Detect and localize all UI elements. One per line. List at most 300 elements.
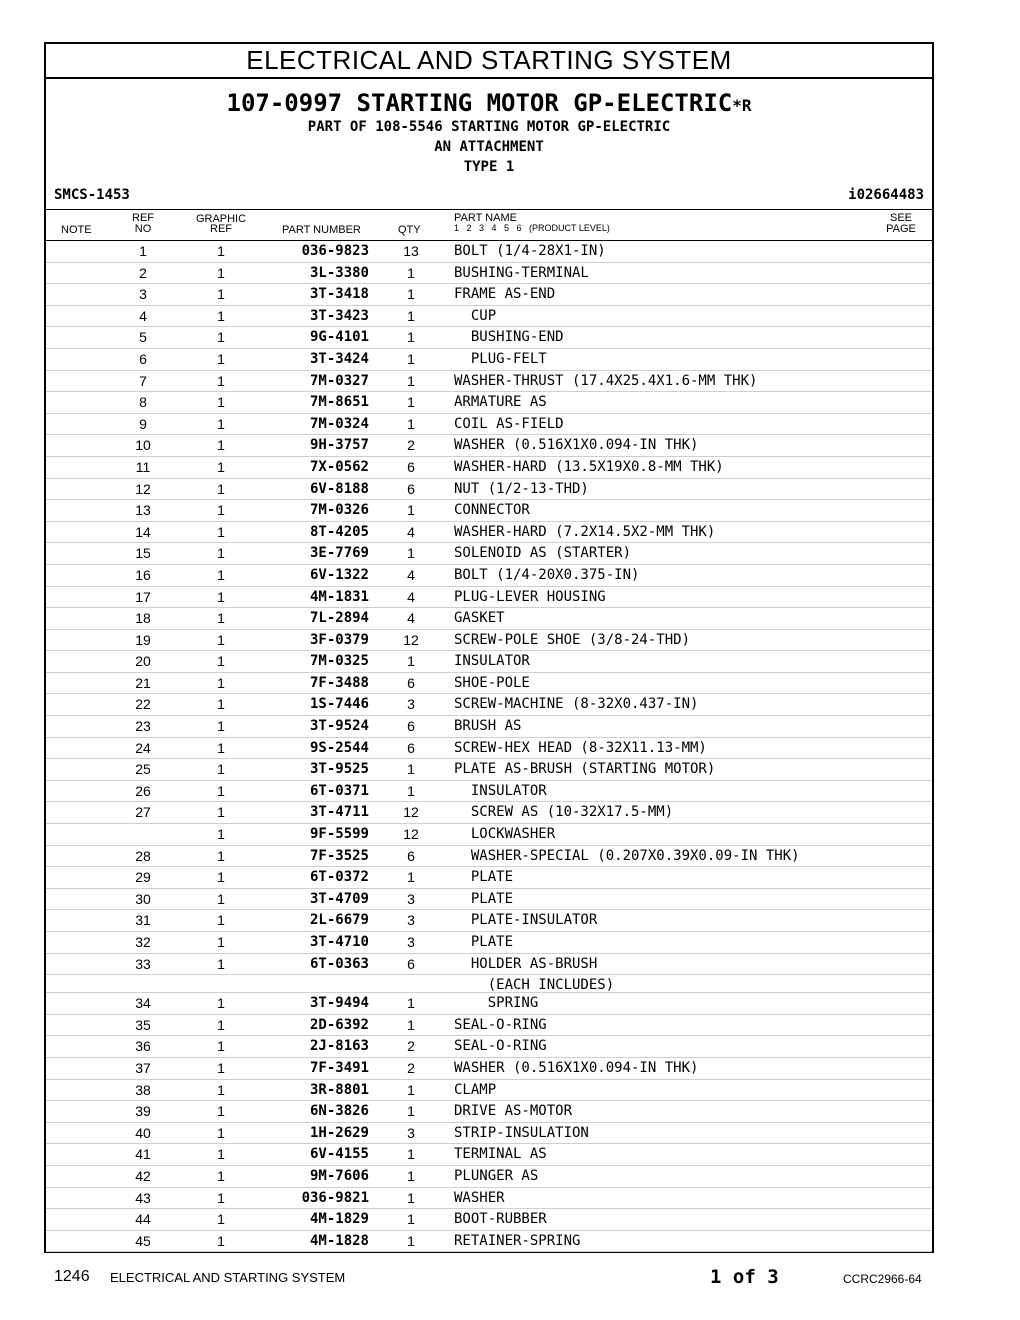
section-title: ELECTRICAL AND STARTING SYSTEM bbox=[46, 44, 932, 79]
quantity: 1 bbox=[407, 782, 415, 799]
graphic-ref: 1 bbox=[217, 1146, 225, 1163]
ref-no: 35 bbox=[135, 1016, 151, 1033]
table-row bbox=[46, 284, 932, 306]
part-name: RETAINER-SPRING bbox=[454, 1232, 581, 1249]
part-name: PLATE-INSULATOR bbox=[454, 912, 598, 929]
graphic-ref: 1 bbox=[217, 1103, 225, 1120]
part-name: SEAL-O-RING bbox=[454, 1038, 547, 1055]
ref-no: 8 bbox=[139, 394, 147, 411]
graphic-ref: 1 bbox=[217, 631, 225, 648]
col-part-number: PART NUMBER bbox=[282, 224, 361, 236]
attachment-line: AN ATTACHMENT bbox=[434, 139, 544, 155]
graphic-ref: 1 bbox=[217, 739, 225, 756]
ref-no: 21 bbox=[135, 674, 151, 691]
part-name: PLATE bbox=[454, 890, 514, 907]
part-name: BOLT (1/4-20X0.375-IN) bbox=[454, 566, 640, 583]
ref-no: 12 bbox=[135, 480, 151, 497]
graphic-ref: 1 bbox=[217, 458, 225, 475]
graphic-ref: 1 bbox=[217, 372, 225, 389]
quantity: 1 bbox=[407, 307, 415, 324]
part-number: 9H-3757 bbox=[309, 437, 369, 454]
part-name: SCREW-HEX HEAD (8-32X11.13-MM) bbox=[454, 739, 707, 756]
part-number: 3T-9494 bbox=[309, 995, 369, 1012]
part-number: 7M-0325 bbox=[309, 653, 369, 670]
graphic-ref: 1 bbox=[217, 826, 225, 843]
ref-no: 2 bbox=[139, 264, 147, 281]
ref-no: 27 bbox=[135, 804, 151, 821]
quantity: 4 bbox=[407, 610, 415, 627]
part-number: 3T-3418 bbox=[309, 286, 369, 303]
graphic-ref: 1 bbox=[217, 653, 225, 670]
ref-no: 40 bbox=[135, 1124, 151, 1141]
table-row bbox=[46, 608, 932, 630]
table-row bbox=[46, 1188, 932, 1210]
part-name: LOCKWASHER bbox=[454, 826, 556, 843]
graphic-ref: 1 bbox=[217, 869, 225, 886]
table-row bbox=[46, 1036, 932, 1058]
part-number: 7M-0324 bbox=[309, 415, 369, 432]
table-row bbox=[46, 802, 932, 824]
part-number: 9G-4101 bbox=[309, 329, 369, 346]
smcs-code: SMCS-1453 bbox=[54, 187, 130, 203]
parts-page-frame bbox=[44, 42, 934, 1253]
table-row bbox=[46, 993, 932, 1015]
graphic-ref: 1 bbox=[217, 934, 225, 950]
table-row bbox=[46, 371, 932, 393]
part-number: 6T-0371 bbox=[309, 782, 369, 799]
table-row bbox=[46, 738, 932, 760]
part-number: 9F-5599 bbox=[309, 826, 369, 843]
table-row bbox=[46, 824, 932, 846]
quantity: 1 bbox=[407, 329, 415, 346]
graphic-ref: 1 bbox=[217, 995, 225, 1012]
part-name: WASHER bbox=[454, 1189, 505, 1206]
part-number: 3T-4711 bbox=[309, 804, 369, 821]
quantity: 12 bbox=[403, 631, 419, 648]
quantity: 1 bbox=[407, 1211, 415, 1228]
ref-no: 15 bbox=[135, 545, 151, 562]
table-row bbox=[46, 241, 932, 263]
ref-no: 31 bbox=[135, 912, 151, 929]
quantity: 2 bbox=[407, 1038, 415, 1055]
graphic-ref: 1 bbox=[217, 566, 225, 583]
col-ref-line2: NO bbox=[134, 223, 152, 235]
table-row bbox=[46, 263, 932, 285]
part-name: SCREW-MACHINE (8-32X0.437-IN) bbox=[454, 696, 699, 713]
parent-group-line: PART OF 108-5546 STARTING MOTOR GP-ELECTRIC bbox=[307, 119, 671, 135]
type-line: TYPE 1 bbox=[463, 159, 515, 175]
part-name: PLATE bbox=[454, 869, 514, 886]
part-number: 036-9823 bbox=[301, 243, 369, 259]
part-name: WASHER-THRUST (17.4X25.4X1.6-MM THK) bbox=[454, 372, 758, 389]
part-number: 3R-8801 bbox=[309, 1081, 369, 1098]
graphic-ref: 1 bbox=[217, 1124, 225, 1141]
table-row bbox=[46, 867, 932, 889]
part-number: 7F-3491 bbox=[309, 1059, 369, 1076]
table-row bbox=[46, 1123, 932, 1145]
graphic-ref: 1 bbox=[217, 286, 225, 303]
part-name: DRIVE AS-MOTOR bbox=[454, 1103, 573, 1120]
ref-no: 45 bbox=[135, 1232, 151, 1249]
ref-no: 25 bbox=[135, 761, 151, 778]
ref-no: 9 bbox=[139, 415, 147, 432]
ref-no: 30 bbox=[135, 890, 151, 907]
graphic-ref: 1 bbox=[217, 782, 225, 799]
quantity: 6 bbox=[407, 739, 415, 756]
graphic-ref: 1 bbox=[217, 1189, 225, 1206]
ref-no: 10 bbox=[135, 437, 151, 454]
graphic-ref: 1 bbox=[217, 847, 225, 864]
graphic-ref: 1 bbox=[217, 480, 225, 497]
quantity: 6 bbox=[407, 847, 415, 864]
quantity: 1 bbox=[407, 761, 415, 778]
part-name: STRIP-INSULATION bbox=[454, 1124, 589, 1141]
group-header bbox=[46, 79, 932, 209]
part-name: INSULATOR bbox=[454, 653, 530, 670]
quantity: 2 bbox=[407, 437, 415, 454]
part-number: 7M-8651 bbox=[309, 394, 369, 411]
part-number: 7X-0562 bbox=[309, 458, 369, 475]
ref-no: 18 bbox=[135, 610, 151, 627]
part-number: 7F-3525 bbox=[309, 847, 369, 864]
ref-no: 26 bbox=[135, 782, 151, 799]
part-name: BOOT-RUBBER bbox=[454, 1211, 547, 1228]
quantity: 3 bbox=[407, 890, 415, 907]
part-name: WASHER (0.516X1X0.094-IN THK) bbox=[454, 437, 699, 454]
col-graphic-line2: REF bbox=[210, 223, 232, 235]
column-headers bbox=[46, 209, 932, 241]
table-row bbox=[46, 522, 932, 544]
quantity: 3 bbox=[407, 696, 415, 713]
quantity: 12 bbox=[403, 804, 419, 821]
quantity: 6 bbox=[407, 674, 415, 691]
parts-table bbox=[46, 241, 932, 1252]
part-name: GASKET bbox=[454, 610, 505, 627]
part-number: 7L-2894 bbox=[309, 610, 369, 627]
part-name: SHOE-POLE bbox=[454, 674, 530, 691]
table-row bbox=[46, 1015, 932, 1037]
part-name: FRAME AS-END bbox=[454, 286, 556, 303]
part-name: ARMATURE AS bbox=[454, 394, 547, 411]
part-name: CUP bbox=[454, 307, 497, 324]
graphic-ref: 1 bbox=[217, 394, 225, 411]
graphic-ref: 1 bbox=[217, 329, 225, 346]
part-number: 7M-0326 bbox=[309, 502, 369, 519]
ref-no: 16 bbox=[135, 566, 151, 583]
quantity: 13 bbox=[403, 243, 419, 259]
table-row bbox=[46, 543, 932, 565]
table-row bbox=[46, 1209, 932, 1231]
part-number: 4M-1829 bbox=[309, 1211, 369, 1228]
ref-no: 14 bbox=[135, 523, 151, 540]
part-number: 3T-3423 bbox=[309, 307, 369, 324]
footer-code: CCRC2966-64 bbox=[843, 1272, 922, 1286]
graphic-ref: 1 bbox=[217, 588, 225, 605]
part-name: WASHER-HARD (7.2X14.5X2-MM THK) bbox=[454, 523, 716, 540]
table-row bbox=[46, 694, 932, 716]
ref-no: 19 bbox=[135, 631, 151, 648]
quantity: 1 bbox=[407, 995, 415, 1012]
col-graphic-line1: GRAPHIC bbox=[195, 213, 247, 225]
graphic-ref: 1 bbox=[217, 264, 225, 281]
part-name: PLATE bbox=[454, 934, 514, 950]
part-name: BUSHING-TERMINAL bbox=[454, 264, 589, 281]
ref-no: 13 bbox=[135, 502, 151, 519]
graphic-ref: 1 bbox=[217, 890, 225, 907]
table-row bbox=[46, 846, 932, 868]
ref-no: 4 bbox=[139, 307, 147, 324]
part-number: 6N-3826 bbox=[309, 1103, 369, 1120]
quantity: 4 bbox=[407, 523, 415, 540]
col-part-name: PART NAME bbox=[454, 212, 517, 224]
ref-no: 20 bbox=[135, 653, 151, 670]
quantity: 12 bbox=[403, 826, 419, 843]
table-row bbox=[46, 975, 932, 993]
part-name: SCREW AS (10-32X17.5-MM) bbox=[454, 804, 674, 821]
quantity: 6 bbox=[407, 458, 415, 475]
ref-no: 39 bbox=[135, 1103, 151, 1120]
quantity: 1 bbox=[407, 1081, 415, 1098]
table-row bbox=[46, 349, 932, 371]
quantity: 1 bbox=[407, 264, 415, 281]
part-name: SCREW-POLE SHOE (3/8-24-THD) bbox=[454, 631, 691, 648]
graphic-ref: 1 bbox=[217, 674, 225, 691]
part-number: 2L-6679 bbox=[309, 912, 369, 929]
graphic-ref: 1 bbox=[217, 718, 225, 735]
graphic-ref: 1 bbox=[217, 761, 225, 778]
part-name: (EACH INCLUDES) bbox=[454, 977, 615, 994]
quantity: 1 bbox=[407, 1189, 415, 1206]
graphic-ref: 1 bbox=[217, 1038, 225, 1055]
part-number: 3E-7769 bbox=[309, 545, 369, 562]
part-number: 6T-0372 bbox=[309, 869, 369, 886]
part-number: 3T-9525 bbox=[309, 761, 369, 778]
graphic-ref: 1 bbox=[217, 350, 225, 367]
part-number: 7F-3488 bbox=[309, 674, 369, 691]
table-row bbox=[46, 587, 932, 609]
part-number: 6V-8188 bbox=[309, 480, 369, 497]
quantity: 1 bbox=[407, 1146, 415, 1163]
table-row bbox=[46, 889, 932, 911]
part-number: 3F-0379 bbox=[309, 631, 369, 648]
part-number: 4M-1831 bbox=[309, 588, 369, 605]
footer-sheet: 1 of 3 bbox=[710, 1266, 779, 1288]
part-number: 1H-2629 bbox=[309, 1124, 369, 1141]
part-number: 6T-0363 bbox=[309, 955, 369, 972]
part-number: 036-9821 bbox=[301, 1189, 369, 1206]
part-number: 3T-4710 bbox=[309, 934, 369, 950]
table-row bbox=[46, 954, 932, 976]
part-number: 3T-9524 bbox=[309, 718, 369, 735]
part-number: 9S-2544 bbox=[309, 739, 369, 756]
graphic-ref: 1 bbox=[217, 696, 225, 713]
table-row bbox=[46, 1144, 932, 1166]
graphic-ref: 1 bbox=[217, 437, 225, 454]
quantity: 4 bbox=[407, 588, 415, 605]
part-name: COIL AS-FIELD bbox=[454, 415, 564, 432]
table-row bbox=[46, 457, 932, 479]
table-row bbox=[46, 1080, 932, 1102]
graphic-ref: 1 bbox=[217, 1059, 225, 1076]
table-row bbox=[46, 500, 932, 522]
part-number: 6V-4155 bbox=[309, 1146, 369, 1163]
ref-no: 36 bbox=[135, 1038, 151, 1055]
quantity: 1 bbox=[407, 1167, 415, 1184]
col-qty: QTY bbox=[398, 224, 421, 236]
table-row bbox=[46, 630, 932, 652]
quantity: 3 bbox=[407, 1124, 415, 1141]
table-row bbox=[46, 781, 932, 803]
table-row bbox=[46, 651, 932, 673]
group-title-text: 107-0997 STARTING MOTOR GP-ELECTRIC bbox=[226, 89, 733, 117]
quantity: 4 bbox=[407, 566, 415, 583]
quantity: 1 bbox=[407, 1103, 415, 1120]
ref-no: 23 bbox=[135, 718, 151, 735]
quantity: 1 bbox=[407, 545, 415, 562]
part-name: PLUG-LEVER HOUSING bbox=[454, 588, 606, 605]
table-row bbox=[46, 435, 932, 457]
quantity: 1 bbox=[407, 1232, 415, 1249]
quantity: 3 bbox=[407, 912, 415, 929]
ref-no: 38 bbox=[135, 1081, 151, 1098]
ref-no: 29 bbox=[135, 869, 151, 886]
quantity: 1 bbox=[407, 350, 415, 367]
table-row bbox=[46, 910, 932, 932]
quantity: 1 bbox=[407, 286, 415, 303]
table-row bbox=[46, 392, 932, 414]
table-row bbox=[46, 327, 932, 349]
quantity: 1 bbox=[407, 653, 415, 670]
col-ref-line1: REF bbox=[132, 212, 154, 224]
part-name: PLUNGER AS bbox=[454, 1167, 539, 1184]
part-name: WASHER-HARD (13.5X19X0.8-MM THK) bbox=[454, 458, 724, 475]
quantity: 3 bbox=[407, 934, 415, 950]
part-name: CONNECTOR bbox=[454, 502, 530, 519]
ref-no: 24 bbox=[135, 739, 151, 756]
graphic-ref: 1 bbox=[217, 955, 225, 972]
quantity: 2 bbox=[407, 1059, 415, 1076]
col-product-level: 1 2 3 4 5 6 (PRODUCT LEVEL) bbox=[454, 223, 610, 233]
ref-no: 37 bbox=[135, 1059, 151, 1076]
part-number: 3T-3424 bbox=[309, 350, 369, 367]
col-see-line2: PAGE bbox=[886, 223, 916, 235]
quantity: 1 bbox=[407, 1016, 415, 1033]
table-row bbox=[46, 1166, 932, 1188]
ref-no: 6 bbox=[139, 350, 147, 367]
table-row bbox=[46, 306, 932, 328]
part-number: 3L-3380 bbox=[309, 264, 369, 281]
table-row bbox=[46, 673, 932, 695]
ref-no: 5 bbox=[139, 329, 147, 346]
graphic-ref: 1 bbox=[217, 912, 225, 929]
ref-no: 3 bbox=[139, 286, 147, 303]
quantity: 1 bbox=[407, 502, 415, 519]
ref-no: 28 bbox=[135, 847, 151, 864]
graphic-ref: 1 bbox=[217, 610, 225, 627]
part-name: SPRING bbox=[454, 995, 539, 1012]
part-number: 6V-1322 bbox=[309, 566, 369, 583]
ref-no: 17 bbox=[135, 588, 151, 605]
ref-no: 43 bbox=[135, 1189, 151, 1206]
part-name: BRUSH AS bbox=[454, 718, 522, 735]
graphic-ref: 1 bbox=[217, 1167, 225, 1184]
ref-no: 1 bbox=[139, 243, 147, 259]
part-number: 8T-4205 bbox=[309, 523, 369, 540]
part-name: INSULATOR bbox=[454, 782, 547, 799]
ref-no: 11 bbox=[135, 458, 151, 475]
ref-no: 42 bbox=[135, 1167, 151, 1184]
part-name: SEAL-O-RING bbox=[454, 1016, 547, 1033]
quantity: 6 bbox=[407, 480, 415, 497]
ref-no: 22 bbox=[135, 696, 151, 713]
part-name: PLATE AS-BRUSH (STARTING MOTOR) bbox=[454, 761, 716, 778]
table-row bbox=[46, 565, 932, 587]
graphic-ref: 1 bbox=[217, 1016, 225, 1033]
footer-section: ELECTRICAL AND STARTING SYSTEM bbox=[110, 1270, 346, 1285]
group-title-suffix: *R bbox=[732, 96, 752, 115]
part-number: 2D-6392 bbox=[309, 1016, 369, 1033]
ref-no: 33 bbox=[135, 955, 151, 972]
ref-no: 7 bbox=[139, 372, 147, 389]
ref-no: 34 bbox=[135, 995, 151, 1012]
graphic-ref: 1 bbox=[217, 502, 225, 519]
part-name: WASHER-SPECIAL (0.207X0.39X0.09-IN THK) bbox=[454, 847, 800, 864]
graphic-ref: 1 bbox=[217, 415, 225, 432]
ref-no: 44 bbox=[135, 1211, 151, 1228]
part-number: 9M-7606 bbox=[309, 1167, 369, 1184]
quantity: 1 bbox=[407, 415, 415, 432]
group-title bbox=[46, 89, 932, 120]
quantity: 1 bbox=[407, 372, 415, 389]
table-row bbox=[46, 1231, 932, 1253]
footer-page-number: 1246 bbox=[54, 1268, 90, 1285]
part-number: 1S-7446 bbox=[309, 696, 369, 713]
part-name: SOLENOID AS (STARTER) bbox=[454, 545, 632, 562]
quantity: 1 bbox=[407, 394, 415, 411]
table-row bbox=[46, 932, 932, 954]
graphic-ref: 1 bbox=[217, 307, 225, 324]
graphic-ref: 1 bbox=[217, 1081, 225, 1098]
part-name: WASHER (0.516X1X0.094-IN THK) bbox=[454, 1059, 699, 1076]
part-number: 4M-1828 bbox=[309, 1232, 369, 1249]
part-number: 2J-8163 bbox=[309, 1038, 369, 1055]
part-number: 3T-4709 bbox=[309, 890, 369, 907]
table-row bbox=[46, 1101, 932, 1123]
part-name: CLAMP bbox=[454, 1081, 497, 1098]
ref-no: 32 bbox=[135, 934, 151, 950]
part-name: HOLDER AS-BRUSH bbox=[454, 955, 598, 972]
graphic-ref: 1 bbox=[217, 1232, 225, 1249]
part-name: NUT (1/2-13-THD) bbox=[454, 480, 589, 497]
part-number: 7M-0327 bbox=[309, 372, 369, 389]
table-row bbox=[46, 759, 932, 781]
quantity: 6 bbox=[407, 718, 415, 735]
part-name: BOLT (1/4-28X1-IN) bbox=[454, 243, 606, 259]
graphic-ref: 1 bbox=[217, 1211, 225, 1228]
col-note: NOTE bbox=[61, 224, 92, 236]
quantity: 6 bbox=[407, 955, 415, 972]
illustration-id: i02664483 bbox=[848, 187, 924, 203]
table-row bbox=[46, 414, 932, 436]
col-see-line1: SEE bbox=[889, 212, 912, 224]
table-row bbox=[46, 1058, 932, 1080]
table-row bbox=[46, 716, 932, 738]
graphic-ref: 1 bbox=[217, 523, 225, 540]
quantity: 1 bbox=[407, 869, 415, 886]
table-row bbox=[46, 479, 932, 501]
ref-no: 41 bbox=[135, 1146, 151, 1163]
part-name: TERMINAL AS bbox=[454, 1146, 547, 1163]
